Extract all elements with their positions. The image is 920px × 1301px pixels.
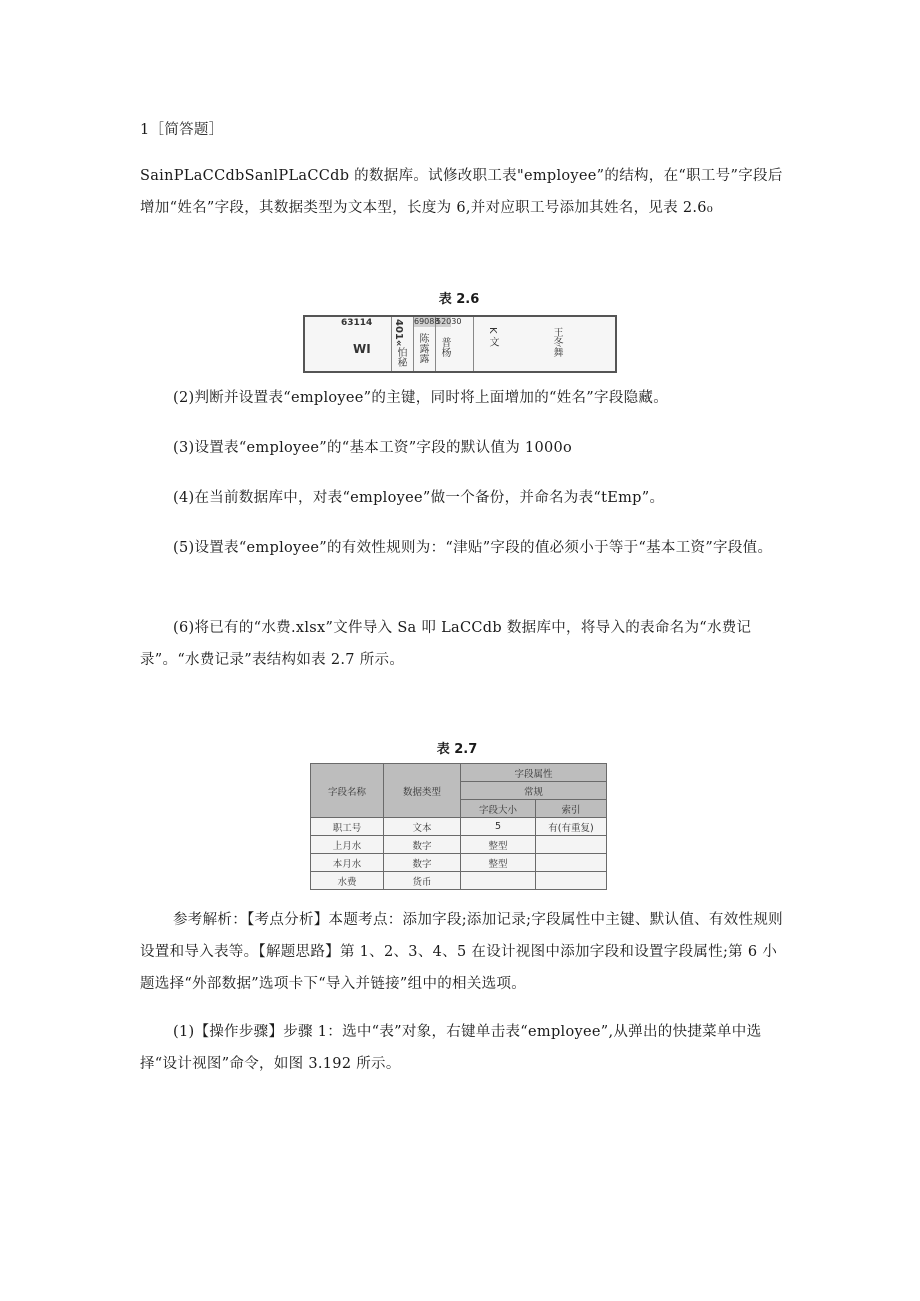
cell-index [536, 836, 607, 854]
cell-type: 货币 [384, 872, 461, 890]
question-item-6: (6)将已有的“水费.xlsx”文件导入 Sa 叩 LaCCdb 数据库中，将导入的表命名为“水费记录”。“水费记录”表结构如表 2.7 所示。 [140, 620, 752, 668]
cell-size: 整型 [461, 854, 536, 872]
cell-index [536, 872, 607, 890]
column-divider [391, 317, 392, 371]
cell-type: 数字 [384, 854, 461, 872]
answer-step-1: (1)【操作步骤】步骤 1：选中“表”对象，右键单击表“employee”,从弹出的快捷菜单中选择“设计视图”命令，如图 3.192 所示。 [140, 1024, 762, 1072]
table-2-6-cell: 69088 [414, 317, 440, 326]
table-2-6-caption: 表 2.6 [438, 292, 480, 307]
table-2-6-cell: 63114 [341, 318, 373, 328]
question-intro: SainPLaCCdbSanlPLaCCdb 的数据库。试修改职工表"employee”的结构，在“职工号”字段后增加“姓名”字段，其数据类型为文本型，长度为 6,并对应职工号添加其姓名，见表 2.6₀ [140, 168, 783, 216]
table-2-6-cell: 王冬舞 [551, 327, 562, 357]
table-2-6-cell: WI [353, 342, 371, 356]
cell-name: 本月水 [311, 854, 384, 872]
table-2-6-cell: 52030 [436, 317, 462, 326]
table-2-6-cell: 普杨 [439, 337, 450, 357]
table-2-6-grid [303, 315, 617, 373]
header-field-props: 字段属性 [461, 764, 607, 782]
answer-analysis: 参考解析：【考点分析】本题考点：添加字段;添加记录;字段属性中主键、默认值、有效性规则设置和导入表等。【解题思路】第 1、2、3、4、5 在设计视图中添加字段和设置字段属性;第 6 小题选择“外部数据”选项卡下“导入并链接”组中的相关选项。 [140, 912, 783, 992]
cell-size [461, 872, 536, 890]
cell-name: 上月水 [311, 836, 384, 854]
question-item-5: (5)设置表“employee”的有效性规则为：“津贴”字段的值必须小于等于“基本工资”字段值。 [173, 540, 773, 556]
table-2-6-cell: K 文 [487, 327, 498, 347]
question-item-3: (3)设置表“employee”的“基本工资”字段的默认值为 1000o [173, 440, 573, 456]
table-2-6-figure [303, 288, 615, 376]
cell-name: 水费 [311, 872, 384, 890]
header-general: 常规 [461, 782, 607, 800]
table-2-7-caption: 表 2.7 [436, 742, 478, 757]
cell-size: 5 [461, 818, 536, 836]
table-row [311, 872, 607, 890]
cell-index [536, 854, 607, 872]
table-2-7 [310, 763, 607, 890]
table-row [311, 836, 607, 854]
cell-type: 数字 [384, 836, 461, 854]
table-row [311, 818, 607, 836]
header-field-size: 字段大小 [461, 800, 536, 818]
question-item-4: (4)在当前数据库中，对表“employee”做一个备份，并命名为表“tEmp”。 [173, 490, 665, 506]
table-2-6-cell: 陈露露 [417, 333, 428, 363]
table-2-6-cell: 怕秘 [395, 347, 406, 367]
question-item-2: (2)判断并设置表“employee”的主键，同时将上面增加的“姓名”字段隐藏。 [173, 390, 669, 406]
cell-index: 有(有重复) [536, 818, 607, 836]
table-2-6-cell: 401« [393, 319, 404, 347]
column-divider [473, 317, 474, 371]
table-row [311, 854, 607, 872]
header-index: 索引 [536, 800, 607, 818]
question-header: 1［简答题］ [140, 122, 224, 138]
header-data-type: 数据类型 [384, 764, 461, 818]
cell-name: 职工号 [311, 818, 384, 836]
header-field-name: 字段名称 [311, 764, 384, 818]
cell-type: 文本 [384, 818, 461, 836]
table-2-7-figure [306, 738, 608, 898]
cell-size: 整型 [461, 836, 536, 854]
